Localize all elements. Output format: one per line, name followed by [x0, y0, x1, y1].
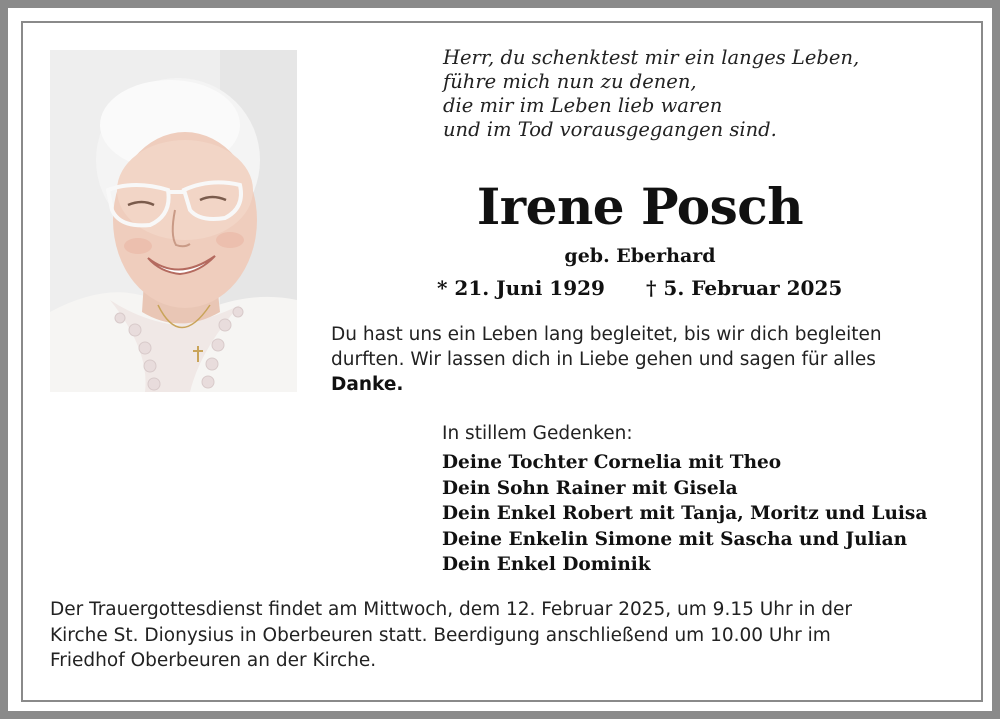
mourner-entry: Dein Enkel Dominik — [442, 554, 651, 575]
death-date: † 5. Februar 2025 — [646, 276, 843, 300]
mourner-entry: Deine Tochter Cornelia mit Theo — [442, 452, 782, 473]
verse-line: die mir im Leben lieb waren — [443, 94, 723, 117]
service-line: Der Trauergottesdienst findet am Mittwoch, dem 12. Februar 2025, um 9.15 Uhr in der — [50, 599, 852, 620]
message-line — [331, 372, 961, 397]
portrait-photo — [50, 50, 297, 392]
deceased-name: Irene Posch — [476, 177, 804, 236]
service-line: Kirche St. Dionysius in Oberbeuren statt. Beerdigung anschließend um 10.00 Uhr im — [50, 624, 831, 646]
memory-intro: In stillem Gedenken: — [442, 423, 633, 444]
birth-date: * 21. Juni 1929 — [437, 276, 605, 300]
mourner-entry: Dein Enkel Robert mit Tanja, Moritz und Luisa — [442, 503, 928, 524]
message-thanks: Danke. — [331, 374, 404, 395]
mourner-entry: Deine Enkelin Simone mit Sascha und Julian — [442, 528, 908, 550]
message-line: Du hast uns ein Leben lang begleitet, bis wir dich begleiten — [331, 324, 882, 345]
verse-line: führe mich nun zu denen, — [443, 70, 697, 93]
funeral-service-info — [50, 597, 970, 674]
mourners-list — [442, 450, 927, 578]
service-line: Friedhof Oberbeuren an der Kirche. — [50, 650, 377, 671]
verse-line: und im Tod vorausgegangen sind. — [443, 118, 777, 141]
mourner-entry: Dein Sohn Rainer mit Gisela — [442, 477, 738, 499]
maiden-name: geb. Eberhard — [564, 245, 716, 267]
bible-verse — [443, 46, 943, 142]
farewell-message — [331, 322, 961, 397]
verse-line: Herr, du schenktest mir ein langes Leben, — [443, 46, 860, 69]
message-line: durften. Wir lassen dich in Liebe gehen und sagen für alles — [331, 349, 876, 370]
